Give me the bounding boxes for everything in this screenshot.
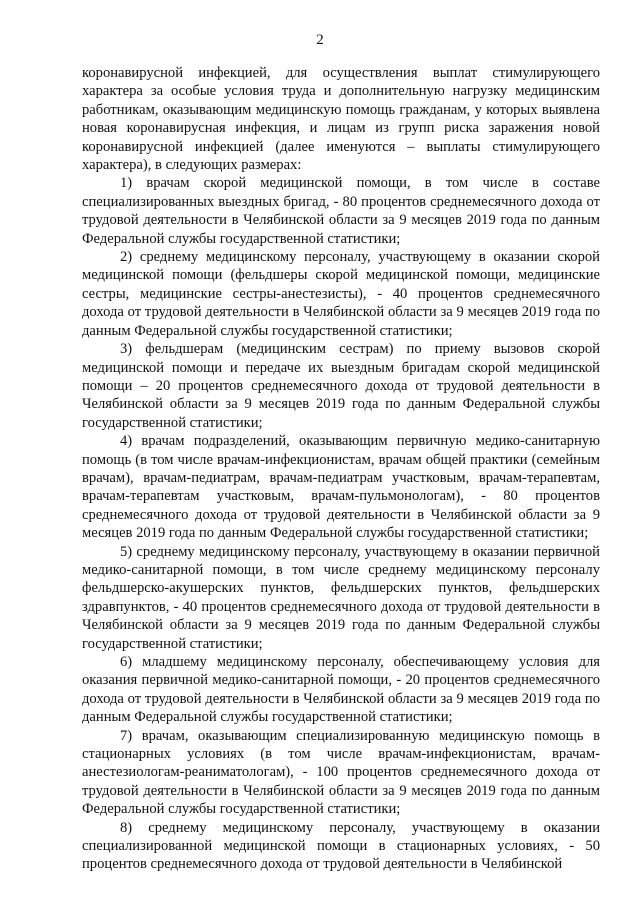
- list-item-8: 8) среднему медицинскому персоналу, участвующему в оказании специализированной медицинской помощи в стационарных условиях, - 50 процентов среднемесячного дохода от трудовой деятельности в Челябинской: [82, 819, 600, 873]
- page-number: 2: [316, 32, 324, 48]
- list-item-7: 7) врачам, оказывающим специализированную медицинскую помощь в стационарных условиях (в том числе врачам-инфекционистам, врачам-анестезиологам-реаниматологам), - 100 процентов среднемесячного дохода от трудовой деятельности в Челябинской области за 9 месяцев 2019 года по данным Федеральной службы государственной статистики;: [82, 727, 600, 818]
- list-item-6: 6) младшему медицинскому персоналу, обеспечивающему условия для оказания первичной медико-санитарной помощи, - 20 процентов среднемесячного дохода от трудовой деятельности в Челябинской области за 9 месяцев 2019 года по данным Федеральной службы государственной статистики;: [82, 654, 600, 726]
- list-item-1: 1) врачам скорой медицинской помощи, в том числе в составе специализированных выездных бригад, - 80 процентов среднемесячного дохода от трудовой деятельности в Челябинской области за 9 месяцев 2019 года по данным Федеральной службы государственной статистики;: [82, 175, 600, 247]
- list-item-2: 2) среднему медицинскому персоналу, участвующему в оказании скорой медицинской помощи (фельдшеры скорой медицинской помощи, медицинские сестры, медицинские сестры-анестезисты), - 40 процентов среднемесячного дохода от трудовой деятельности в Челябинской области за 9 месяцев 2019 года по данным Федеральной службы государственной статистики;: [82, 249, 600, 339]
- list-item-4: 4) врачам подразделений, оказывающим первичную медико-санитарную помощь (в том числе врачам-инфекционистам, врачам общей практики (семейным врачам), врачам-педиатрам, врачам-педиатрам участковым, врачам-терапевтам, врачам-терапевтам участковым, врачам-пульмонологам), - 80 процентов среднемесячного дохода от трудовой деятельности в Челябинской области за 9 месяцев 2019 года по данным Федеральной службы государственной статистики;: [82, 433, 600, 542]
- list-item-3: 3) фельдшерам (медицинским сестрам) по приему вызовов скорой медицинской помощи и передаче их выездным бригадам скорой медицинской помощи – 20 процентов среднемесячного дохода от трудовой деятельности в Челябинской области за 9 месяцев 2019 года по данным Федеральной службы государственной статистики;: [82, 341, 600, 431]
- document-body: [82, 64, 600, 874]
- intro-paragraph: коронавирусной инфекцией, для осуществления выплат стимулирующего характера за особые условия труда и дополнительную нагрузку медицинским работникам, оказывающим медицинскую помощь гражданам, у которых выявлена новая коронавирусная инфекция, и лицам из групп риска заражения новой коронавирусной инфекцией (далее именуются – выплаты стимулирующего характера), в следующих размерах:: [82, 65, 600, 174]
- list-item-5: 5) среднему медицинскому персоналу, участвующему в оказании первичной медико-санитарной помощи, в том числе среднему медицинскому персоналу фельдшерско-акушерских пунктов, фельдшерских пунктов, фельдшерских здравпунктов, - 40 процентов среднемесячного дохода от трудовой деятельности в Челябинской области за 9 месяцев 2019 года по данным Федеральной службы государственной статистики;: [82, 543, 600, 652]
